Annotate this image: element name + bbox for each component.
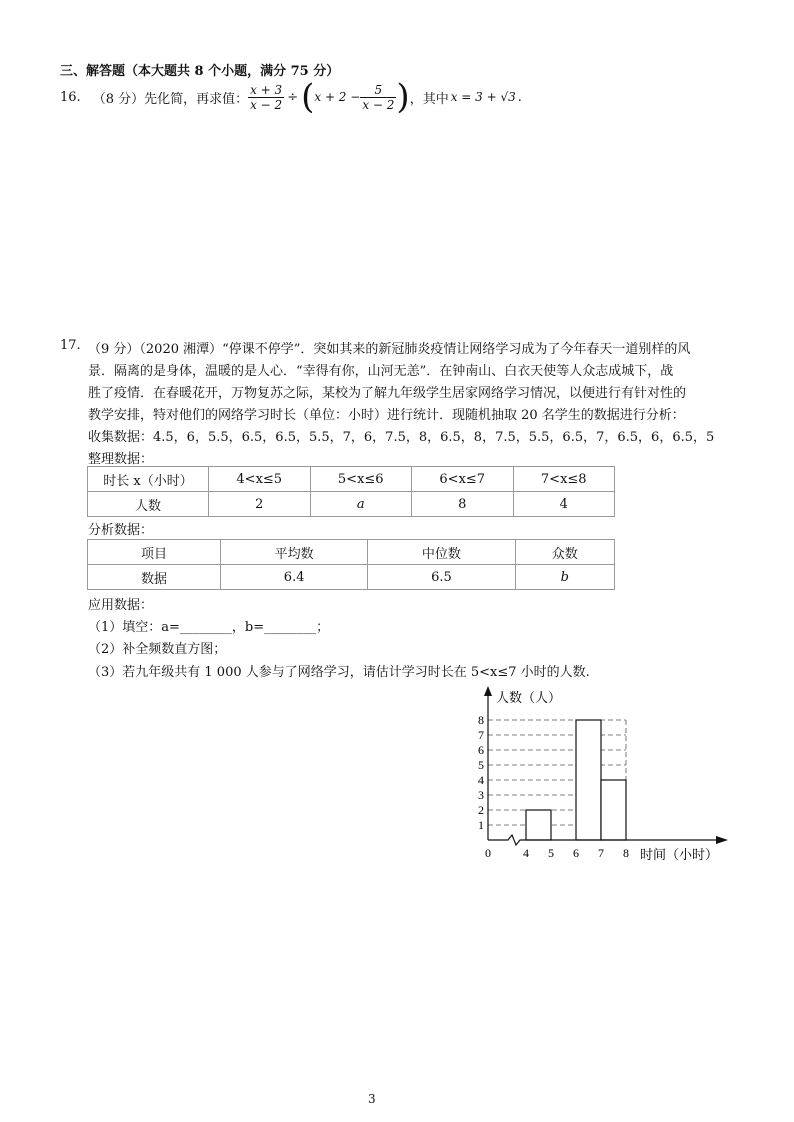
q16-fraction-1-denominator: x − 2 <box>250 97 283 112</box>
table-cell: 中位数 <box>368 540 515 565</box>
organize-data-label: 整理数据： <box>88 452 154 467</box>
page-number: 3 <box>368 1092 376 1106</box>
table-cell: 6.5 <box>368 565 515 590</box>
question-16 <box>60 77 522 117</box>
q16-fraction-1-numerator: x + 3 <box>250 82 283 97</box>
y-tick-label: 1 <box>478 818 484 832</box>
q17-number: 17. <box>60 338 81 353</box>
q17-line-1: （9 分）（2020 湘潭）“停课不停学”．突如其来的新冠肺炎疫情让网络学习成为了今年春天一道别样的风 <box>88 342 691 357</box>
table-cell: 人数 <box>88 492 209 517</box>
table-cell: 时长 x（小时） <box>88 467 209 492</box>
y-tick-label: 7 <box>478 728 484 742</box>
q16-right-paren: ) <box>396 77 410 117</box>
table-row <box>88 540 615 565</box>
x-tick-label: 8 <box>623 846 629 860</box>
y-tick-label: 5 <box>478 758 484 772</box>
x-axis-arrow <box>716 836 728 844</box>
x-tick-label: 5 <box>548 846 554 860</box>
y-tick-label: 4 <box>478 773 484 787</box>
statistics-table <box>87 539 615 590</box>
table-cell: 8 <box>412 492 514 517</box>
q16-left-paren: ( <box>301 77 315 117</box>
table-cell: 项目 <box>88 540 221 565</box>
histogram-bar <box>526 810 551 840</box>
q16-paren-lead: x + 2 − <box>314 90 361 104</box>
table-cell: a <box>310 492 412 517</box>
y-tick-label: 8 <box>478 713 484 727</box>
q16-fraction-1 <box>248 83 284 112</box>
q16-intro: （8 分）先化简，再求值： <box>92 91 249 107</box>
q16-number: 16. <box>60 89 81 105</box>
q16-x-value: x = 3 + √3 <box>450 90 516 104</box>
q16-fraction-2 <box>360 83 396 112</box>
table-row <box>88 467 615 492</box>
q17-line-3: 胜了疫情．在春暖花开，万物复苏之际，某校为了解九年级学生居家网络学习情况，以便进行有针对性的 <box>88 386 687 401</box>
table-cell: 2 <box>209 492 311 517</box>
table-cell: b <box>515 565 614 590</box>
y-tick-label: 2 <box>478 803 484 817</box>
origin-label: 0 <box>485 846 491 860</box>
y-tick-label: 6 <box>478 743 484 757</box>
q17-line-2: 景．隔离的是身体，温暖的是人心．“幸得有你，山河无恙”．在钟南山、白衣天使等人众志成城下，战 <box>88 364 674 379</box>
x-tick-label: 6 <box>573 846 579 860</box>
table-cell: 7<x≤8 <box>513 467 615 492</box>
apply-data-label: 应用数据： <box>88 598 154 613</box>
q16-fraction-2-numerator: 5 <box>360 83 396 98</box>
q16-tail: ，其中 <box>409 91 449 107</box>
histogram-bar <box>601 780 626 840</box>
q16-fraction-2-denominator: x − 2 <box>362 97 395 112</box>
table-cell: 6.4 <box>221 565 368 590</box>
table-cell: 5<x≤6 <box>310 467 412 492</box>
x-axis-label: 时间（小时） <box>640 847 719 862</box>
y-axis-label: 人数（人） <box>496 690 562 705</box>
histogram-bar <box>576 720 601 840</box>
table-cell: 6<x≤7 <box>412 467 514 492</box>
table-cell: 众数 <box>515 540 614 565</box>
q16-divide-sign: ÷ <box>287 89 299 105</box>
table-row <box>88 492 615 517</box>
y-axis-arrow <box>484 686 492 696</box>
section-header: 三、解答题（本大题共 8 个小题，满分 75 分） <box>60 64 340 79</box>
y-tick-label: 3 <box>478 788 484 802</box>
sub-question-2: （2）补全频数直方图； <box>88 642 227 657</box>
x-tick-label: 7 <box>598 846 604 860</box>
q17-line-5: 收集数据：4.5，6，5.5，6.5，6.5，5.5，7，6，7.5，8，6.5，8，7.5，5.5，6.5，7，6.5，6，6.5，5 <box>88 430 715 445</box>
table-cell: 平均数 <box>221 540 368 565</box>
analyze-data-label: 分析数据： <box>88 523 154 538</box>
table-cell: 4<x≤5 <box>209 467 311 492</box>
sub-question-1: （1）填空：a=________，b=________； <box>88 620 330 635</box>
table-cell: 4 <box>513 492 615 517</box>
x-tick-label: 4 <box>523 846 529 860</box>
table-row <box>88 565 615 590</box>
sub-question-3: （3）若九年级共有 1 000 人参与了网络学习，请估计学习时长在 5<x≤7 小时的人数. <box>88 665 590 680</box>
q16-end: . <box>517 89 522 105</box>
frequency-histogram <box>460 680 740 870</box>
frequency-table <box>87 466 615 517</box>
table-cell: 数据 <box>88 565 221 590</box>
q17-line-4: 教学安排，特对他们的网络学习时长（单位：小时）进行统计．现随机抽取 20 名学生的数据进行分析： <box>88 408 685 423</box>
